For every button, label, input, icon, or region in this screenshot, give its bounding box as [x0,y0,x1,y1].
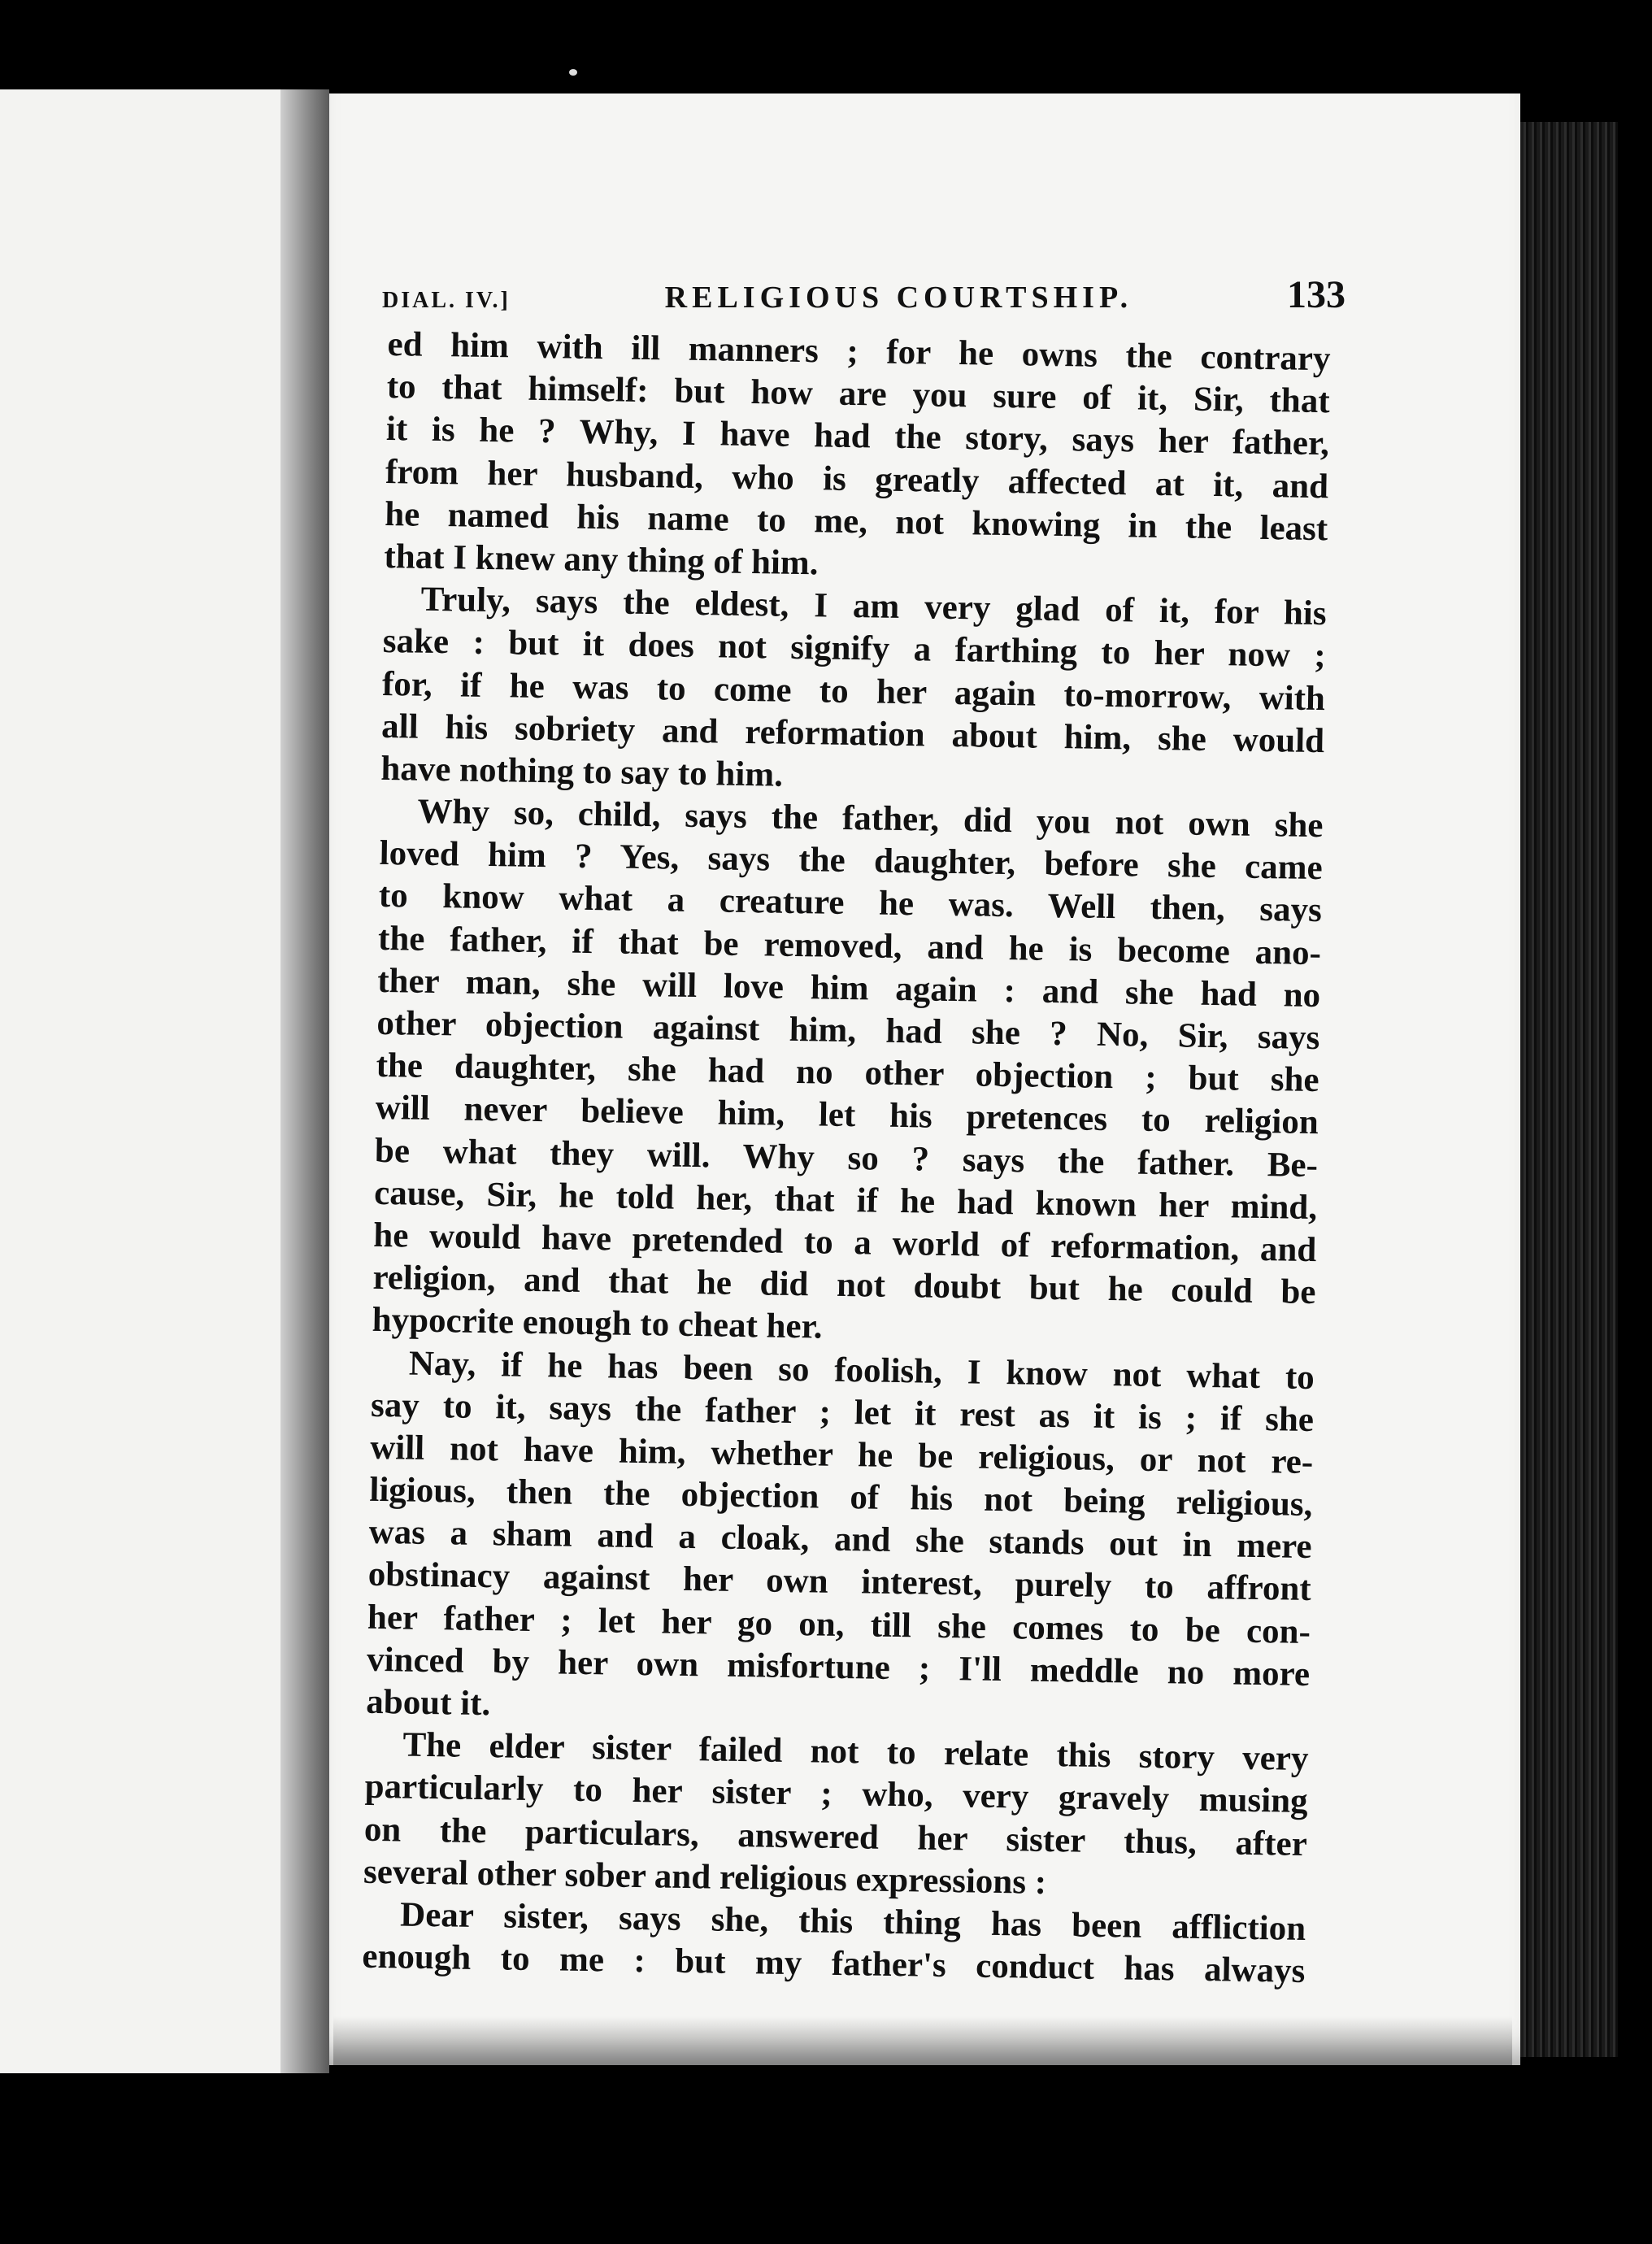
text-line: other objection against him, had she ? No, Sir, says [376,1003,1320,1058]
text-line: the daughter, she had no other objection ; but she [376,1046,1319,1100]
text-line: say to it, says the father ; let it rest as it is ; if she [370,1385,1315,1439]
text-line: he would have pretended to a world of reformation, and [373,1216,1317,1270]
text-line: ther man, she will love him again : and she had no [376,961,1321,1015]
text-line: for, if he was to come to her again to-morrow, with [381,664,1326,718]
text-line: ed him with ill manners ; for he owns the contrary [387,324,1331,379]
text-line: several other sober and religious expressions : [363,1852,1047,1902]
text-line: particularly to her sister ; who, very gravely musing [364,1768,1308,1821]
text-line: he named his name to me, not knowing in the least [384,494,1328,548]
text-line: from her husband, who is greatly affected at it, and [385,452,1329,506]
text-line: cause, Sir, he told her, that if he had known her mind, [373,1173,1318,1227]
dialogue-marker: DIAL. IV.] [382,288,511,313]
text-line: the father, if that be removed, and he is become ano- [377,919,1322,972]
text-line: enough to me : but my father's conduct has always [362,1937,1306,1991]
running-header [382,272,1346,317]
text-line: have nothing to say to him. [380,749,784,794]
text-line: all his sobriety and reformation about him, she would [380,707,1325,760]
text-line: obstinacy against her own interest, purely to affront [367,1555,1312,1609]
text-line: religion, and that he did not doubt but he could be [372,1258,1316,1312]
text-line: was a sham and a cloak, and she stands out in mere [368,1513,1312,1567]
dust-speck [569,69,577,76]
text-line: will never believe him, let his pretences to religion [375,1089,1319,1142]
text-line: her father ; let her go on, till she comes to be con- [367,1598,1311,1651]
page-bottom-shadow [333,2016,1512,2065]
text-line: about it. [365,1682,491,1724]
text-line: be what they will. Why so ? says the father. Be- [374,1131,1319,1185]
text-line: it is he ? Why, I have had the story, says her father, [385,410,1330,463]
text-line: that I knew any thing of him. [384,537,819,583]
paragraph-start: Nay, if he has been so foolish, I know not what to [408,1344,1315,1397]
paragraph-start: Dear sister, says she, this thing has been affliction [399,1895,1306,1948]
book-gutter [280,89,329,2073]
text-line: on the particulars, answered her sister thus, after [363,1810,1308,1863]
running-title: RELIGIOUS COURTSHIP. [664,280,1133,315]
page-edge [1520,122,1618,2057]
text-line: will not have him, whether he be religious, or not re- [369,1428,1314,1481]
text-line: hypocrite enough to cheat her. [372,1301,823,1346]
body-text [362,324,1331,1993]
text-line: to that himself: but how are you sure of it, Sir, that [386,367,1331,421]
page-number: 133 [1286,273,1346,316]
paragraph-start: Truly, says the eldest, I am very glad of it, for his [420,580,1327,633]
text-line: vinced by her own misfortune ; I'll meddle no more [366,1640,1311,1694]
text-line: to know what a creature he was. Well then, says [378,876,1323,930]
text-line: ligious, then the objection of his not being religious, [369,1470,1313,1524]
paragraph-start: Why so, child, says the father, did you not own she [417,792,1324,846]
text-line: sake : but it does not signify a farthing to her now ; [382,622,1327,676]
paragraph-start: The elder sister failed not to relate this story very [402,1725,1309,1779]
left-page [0,89,280,2073]
text-line: loved him ? Yes, says the daughter, before she came [379,834,1323,888]
